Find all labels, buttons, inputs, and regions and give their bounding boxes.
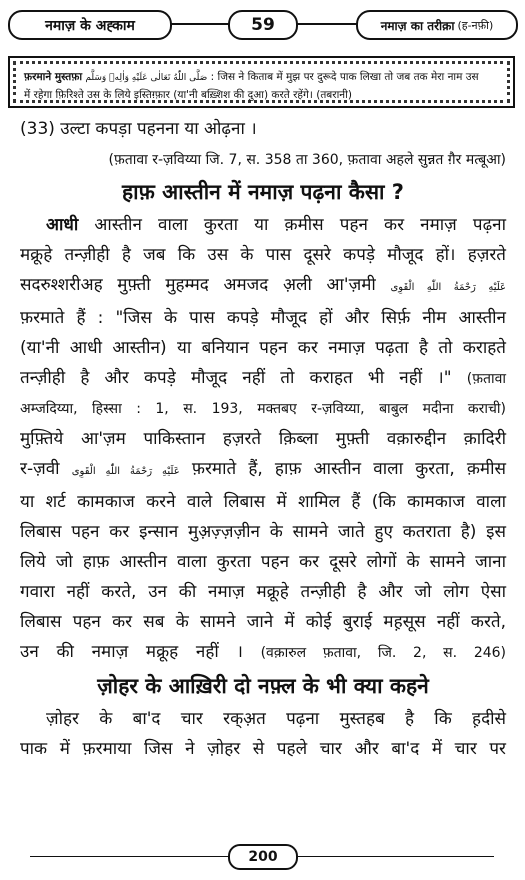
para1-line5: (या'नी आधी आस्तीन) या बनियान पहन कर नमाज़ पढ़ता है तो कराहते: [20, 338, 506, 358]
page-header: [0, 4, 525, 42]
header-chapter-main: नमाज़ का तरीक़ा: [380, 18, 455, 33]
para2-line8: [20, 637, 506, 668]
para1-line4: फ़रमाते हैं : "जिस के पास कपड़े मौजूद हों और सिर्फ़ नीम आस्तीन: [20, 308, 506, 328]
header-rule-right: [296, 23, 358, 25]
hadith-line-1: [24, 69, 499, 87]
footer-page-number: 200: [228, 844, 298, 870]
main-content: [20, 112, 506, 764]
header-rule-left: [170, 23, 230, 25]
para2-line7: लिबास पहन कर सब के सामने जाने में कोई बुराई मह़सूस नहीं करते,: [20, 612, 506, 632]
para2-line4: लिबास पहन कर इन्सान मुअ़ज़्ज़ज़ीन के सामने जाते हुए कतराता है) इस: [20, 522, 506, 542]
para1-lead-word: आधी: [46, 215, 79, 235]
footer-rule-left: [30, 856, 228, 857]
para3-line2: पाक में फ़रमाया जिस ने ज़ोहर से पहले चार और बा'द में चार पर: [20, 739, 506, 759]
para2-line2-end: फ़रमाते हैं, हाफ़ आस्तीन वाला कुरता, क़मीस: [191, 459, 506, 479]
arabic-honorific-2: عَلَيْهِ رَحْمَةُ اللّٰهِ الْقَوِى: [71, 466, 180, 477]
para1-line3: [20, 270, 506, 303]
para3-line1: [20, 704, 506, 734]
para1-line6-ref: (फ़तावा: [466, 371, 507, 387]
heading-zuhr-nafl: ज़ोहर के आख़िरी दो नफ़्ल के भी क्या कहने: [97, 674, 429, 698]
para1-line2: मक्रूहे तन्ज़ीही है जब कि उस के पास दूसरे कपड़े मौजूद हों। हज़रते: [20, 245, 506, 265]
para1-line6-text: तन्ज़ीही है और कपड़े मौजूद नहीं तो कराहत भी नहीं ।": [20, 368, 452, 388]
arabic-honorific-1: عَلَيْهِ رَحْمَةُ اللّٰهِ الْقَوِى: [390, 282, 506, 293]
para2-line1: मुफ़्तिये आ'ज़म पाकिस्तान हज़रते क़िब्ला मुफ़्ती वक़ारुद्दीन क़ादिरी: [20, 429, 506, 449]
hadith-text-1: : जिस ने किताब में मुझ पर दुरूदे पाक लिखा तो जब तक मेरा नाम उस: [210, 71, 479, 83]
header-chapter-sub: (ह-नफ़ी): [457, 18, 494, 32]
para1-line3-text: सदरुश्शरीअह मुफ़्ती मुहम्मद अमजद अ़ली आ'ज़मी: [20, 275, 376, 295]
hadith-box: [8, 56, 515, 108]
para1-line1-text: आस्तीन वाला कुरता या क़मीस पहन कर नमाज़ पढ़ना: [78, 215, 506, 235]
reference-3: (वक़ारुल फ़तावा, जि. 2, स. 246): [260, 645, 506, 661]
para1-line6: [20, 363, 506, 394]
heading-half-sleeve: हाफ़ आस्तीन में नमाज़ पढ़ना कैसा ?: [122, 180, 404, 204]
header-chapter-title: [356, 10, 518, 40]
para2-line2: [20, 454, 506, 487]
page-footer: [0, 844, 525, 870]
header-book-title: नमाज़ के अह्काम: [8, 10, 172, 40]
hadith-line-2: [24, 87, 499, 104]
hadith-label: फ़रमाने मुस्तफ़ा: [24, 71, 83, 83]
para2-line3: या शर्ट कामकाज करने वाले लिबास में शामिल हैं (कि कामकाज वाला: [20, 492, 506, 512]
hadith-source: (तबरानी): [316, 89, 352, 101]
para2-line5: लिये जो हाफ़ आस्तीन वाला कुरता पहन कर दूसरे लोगों के सामने जाना: [20, 552, 506, 572]
reference-2: अम्जदिय्या, हिस्सा : 1, स. 193, मक्तबए र-ज़विय्या, बाबुल मदीना कराची): [20, 401, 506, 417]
item-33: (33) उल्टा कपड़ा पहनना या ओढ़ना ।: [20, 119, 257, 139]
para1-line1: [20, 210, 506, 240]
hadith-box-inner: [13, 61, 510, 103]
para2-line2-start: र-ज़वी: [20, 459, 60, 479]
reference-1: (फ़तावा र-ज़विय्या जि. 7, स. 358 ता 360, फ़तावा अहले सुन्नत ग़ैर मत्बूआ): [108, 152, 506, 168]
hadith-salutation: صَلَّى اللّٰهُ تَعَالٰى عَلَيْهِ وَاٰلِهٖ وَسَلَّم: [85, 73, 208, 83]
header-page-number: 59: [228, 10, 298, 40]
para2-line6: गवारा नहीं करते, उन की नमाज़ मक्रूहे तन्ज़ीही है और जो लोग ऐसा: [20, 582, 506, 602]
hadith-text-2: में रहेगा फ़िरिश्ते उस के लिये इस्तिग़्फ़ार (या'नी बख़्शिश की दुआ) करते रहेंगे।: [24, 89, 313, 101]
para2-line8-text: उन की नमाज़ मक्रूह नहीं ।: [20, 642, 243, 662]
para3-line1-text: ज़ोहर के बा'द चार रक्अ़त पढ़ना मुस्तहब है कि ह़दीसे: [46, 709, 506, 729]
footer-rule-right: [296, 856, 494, 857]
